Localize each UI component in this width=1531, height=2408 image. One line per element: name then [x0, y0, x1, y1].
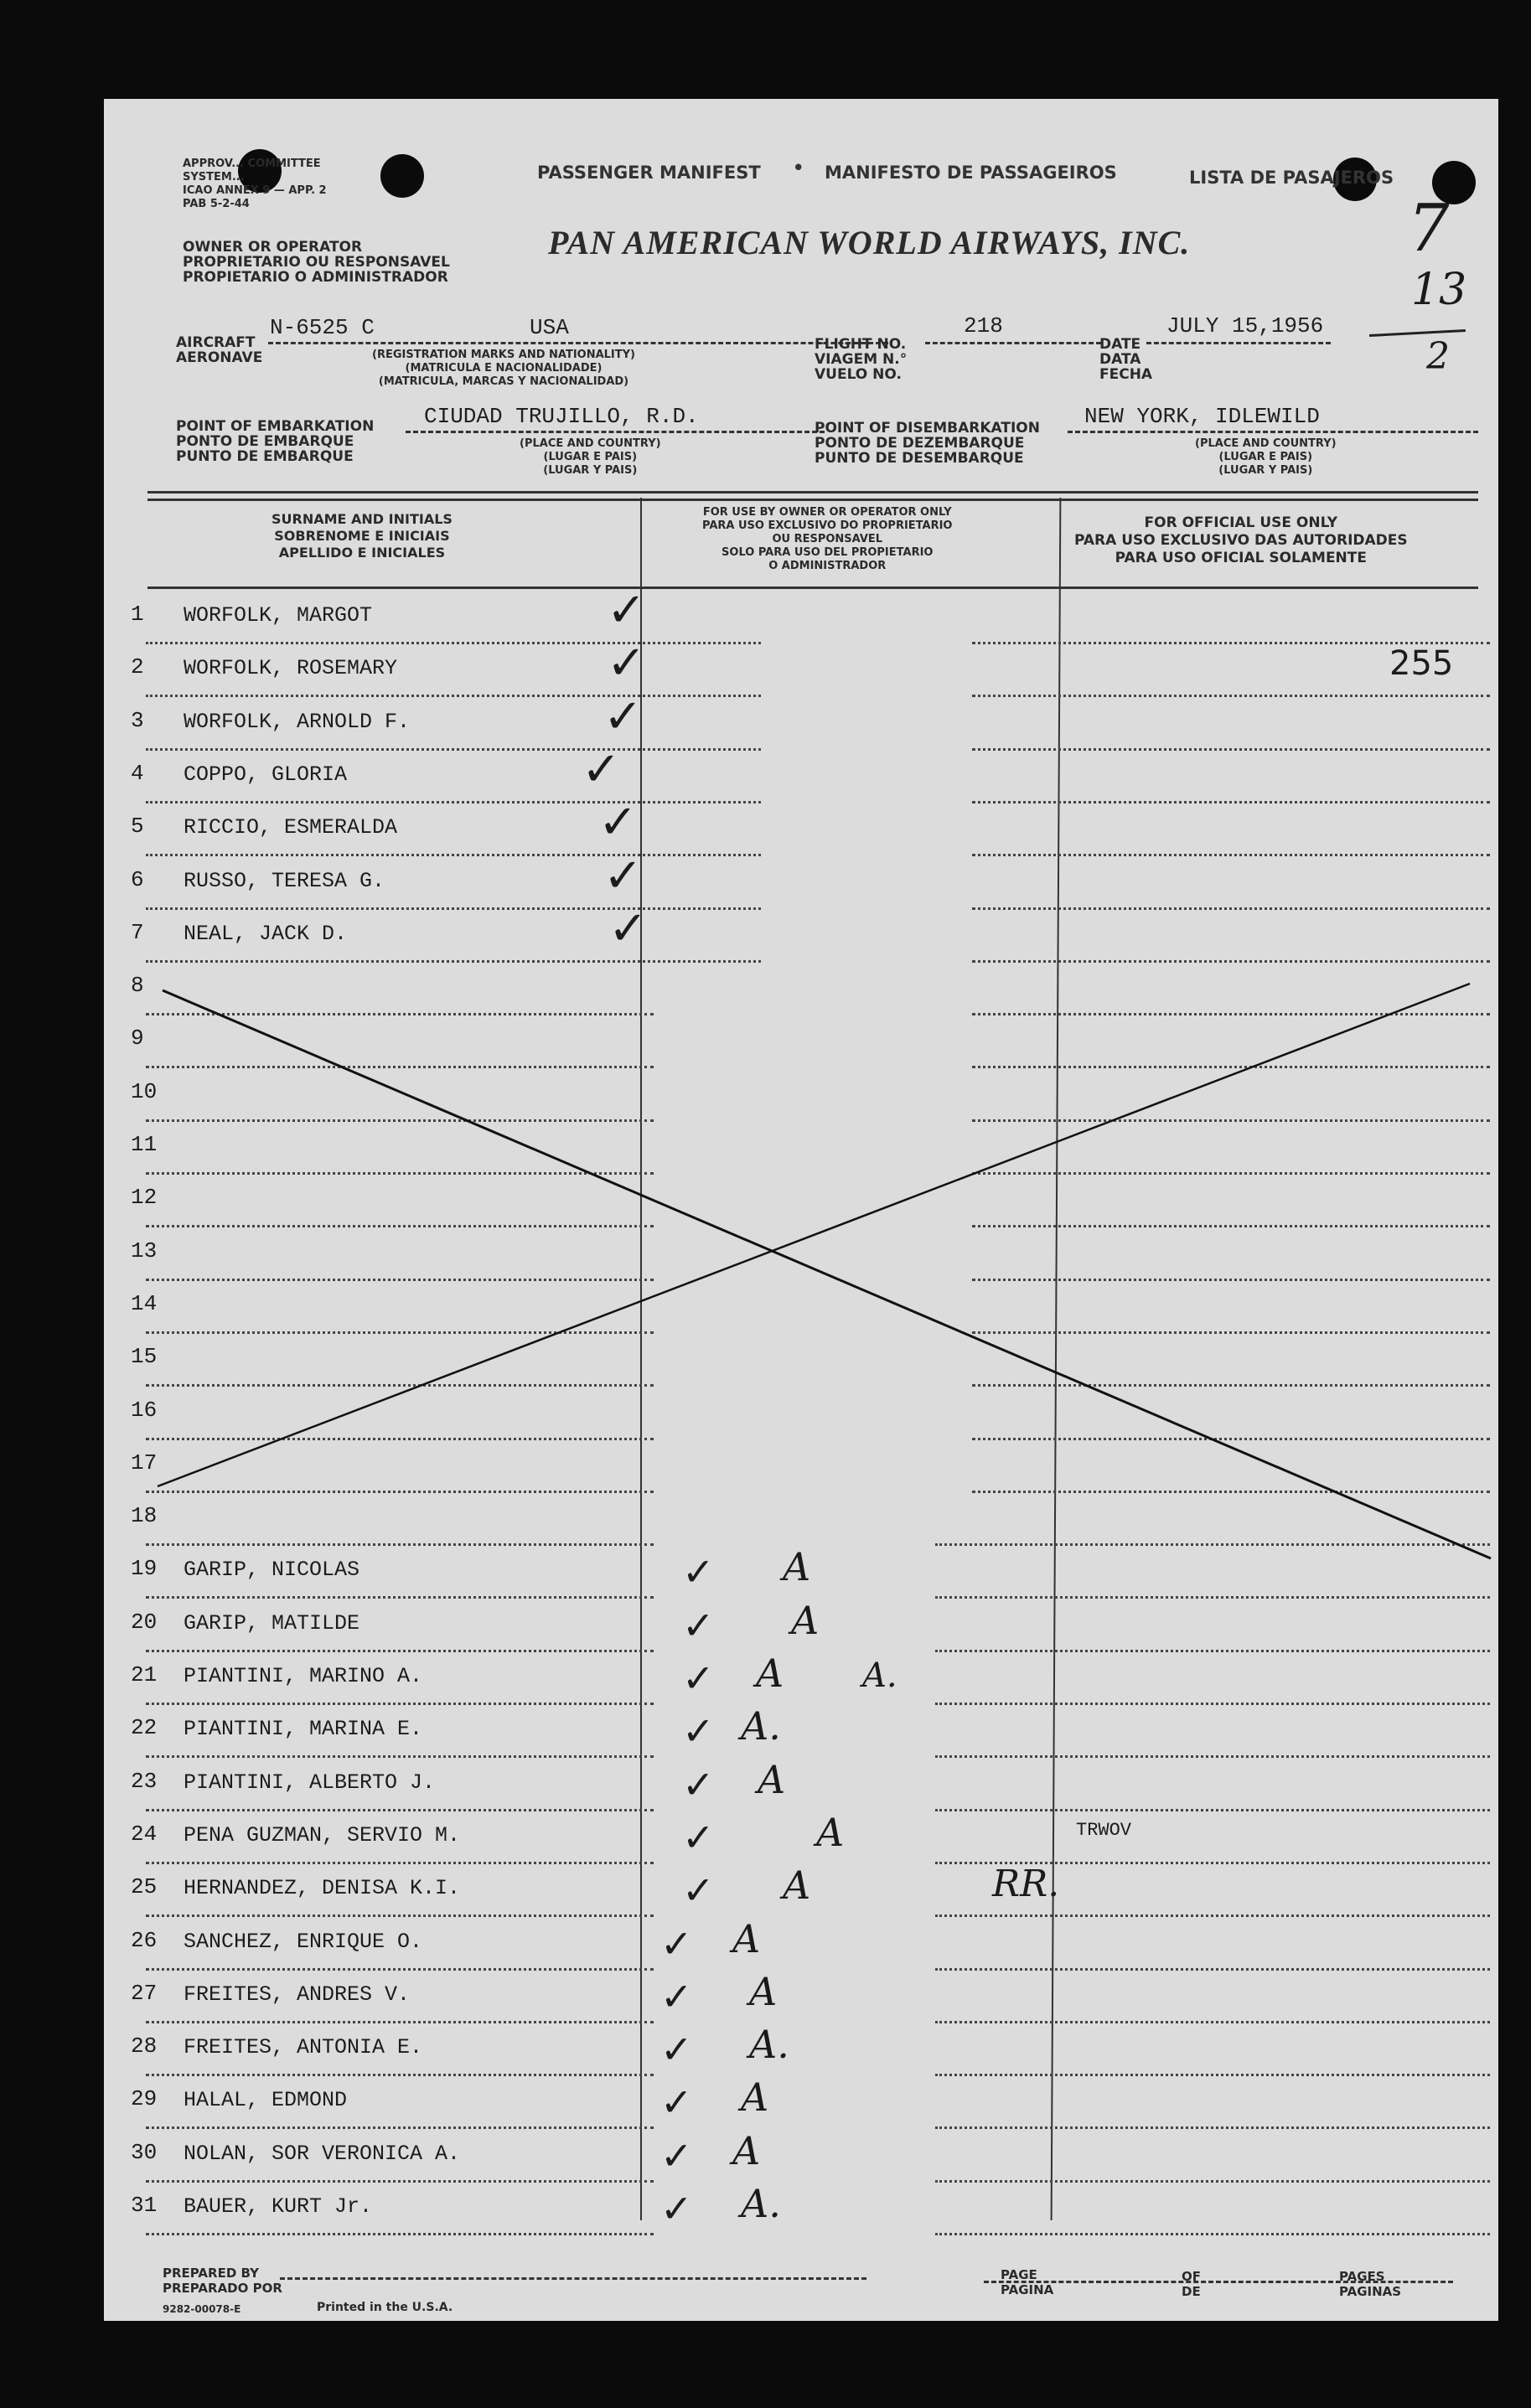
passenger-name: FREITES, ANTONIA E. — [184, 2035, 423, 2060]
prepared-labels: PREPARED BY PREPARADO POR — [163, 2266, 282, 2296]
crossout-lines — [104, 99, 1498, 2321]
check-mark: ✓ — [682, 1814, 715, 1860]
passenger-name: HERNANDEZ, DENISA K.I. — [184, 1876, 461, 1901]
passenger-name: GARIP, MATILDE — [184, 1610, 360, 1635]
manifest-page — [104, 99, 1498, 2321]
disembarkation-point: NEW YORK, IDLEWILD — [1084, 404, 1320, 429]
handwritten-mark: A — [758, 1756, 786, 1802]
airline-name: PAN AMERICAN WORLD AIRWAYS, INC. — [548, 224, 1191, 261]
row-number: 4 — [131, 760, 144, 786]
row-number: 17 — [131, 1449, 158, 1475]
flight-date: JULY 15,1956 — [1166, 313, 1324, 338]
passenger-name: NEAL, JACK D. — [184, 921, 348, 946]
embarkation-point: CIUDAD TRUJILLO, R.D. — [424, 404, 699, 429]
handwritten-mark: A. — [741, 1703, 781, 1749]
passenger-name: PIANTINI, MARINO A. — [184, 1664, 423, 1688]
row-number: 11 — [131, 1132, 158, 1157]
row-number: 30 — [131, 2139, 158, 2165]
check-mark: ✓ — [660, 2132, 693, 2178]
page-rule — [984, 2281, 1453, 2283]
row-number: 20 — [131, 1609, 158, 1635]
check-mark: ✓ — [608, 901, 648, 956]
passenger-name: WORFOLK, MARGOT — [184, 603, 373, 628]
row-number: 19 — [131, 1556, 158, 1582]
official-use-entry: 255 — [1389, 644, 1454, 684]
flight-labels: FLIGHT NO. VIAGEM N.° VUELO NO. — [815, 336, 908, 383]
aircraft-registration: N-6525 C — [270, 315, 375, 340]
handwritten-mark: A — [741, 2075, 769, 2121]
embarkation-labels: POINT OF EMBARKATION PONTO DE EMBARQUE PUNTO DE EMBARQUE — [176, 418, 375, 465]
passenger-name: PENA GUZMAN, SERVIO M. — [184, 1822, 461, 1847]
check-mark: ✓ — [682, 1549, 715, 1595]
passenger-name: WORFOLK, ROSEMARY — [184, 656, 398, 681]
check-mark: ✓ — [682, 1708, 715, 1754]
owner-labels: OWNER OR OPERATOR PROPRIETARIO OU RESPONSAVEL PROPIETARIO O ADMINISTRADOR — [183, 239, 450, 286]
official-use-entry: RR. — [992, 1863, 1060, 1906]
form-number: 9282-00078-E — [163, 2303, 241, 2315]
crossout-line-up — [158, 984, 1470, 1486]
check-mark: ✓ — [660, 1920, 693, 1966]
aircraft-nationality: USA — [530, 315, 569, 340]
check-mark: ✓ — [682, 1602, 715, 1648]
passenger-name: RICCIO, ESMERALDA — [184, 815, 398, 840]
corner-note-bottom: 2 — [1426, 335, 1450, 378]
row-number: 26 — [131, 1927, 158, 1953]
handwritten-mark: A — [732, 1915, 761, 1961]
corner-note-top: 7 — [1408, 191, 1450, 266]
row-number: 18 — [131, 1503, 158, 1529]
passenger-name: FREITES, ANDRES V. — [184, 1982, 411, 2007]
check-mark: ✓ — [682, 1656, 715, 1701]
approval-block: APPROV... COMMITTEE SYSTEM... ICAO ANNEX 9 — APP. 2 PAB 5-2-44 — [183, 158, 327, 210]
passenger-name: GARIP, NICOLAS — [184, 1558, 360, 1583]
pages-labels: PAGES PAGINAS — [1339, 2269, 1402, 2299]
check-mark: ✓ — [603, 848, 643, 903]
surname-column-header: SURNAME AND INITIALS SOBRENOME E INICIAIS APELLIDO E INICIALES — [272, 511, 453, 561]
row-number: 21 — [131, 1662, 158, 1687]
disembarkation-sub-labels: (PLACE AND COUNTRY) (LUGAR E PAIS) (LUGAR Y PAIS) — [1195, 437, 1337, 477]
embarkation-sub-labels: (PLACE AND COUNTRY) (LUGAR E PAIS) (LUGAR Y PAIS) — [520, 437, 661, 477]
prepared-rule — [280, 2277, 866, 2280]
row-number: 15 — [131, 1344, 158, 1370]
passenger-name: PIANTINI, MARINA E. — [184, 1717, 423, 1742]
handwritten-mark: A — [749, 1968, 778, 2014]
check-mark: ✓ — [682, 1868, 715, 1914]
passenger-name: WORFOLK, ARNOLD F. — [184, 709, 411, 734]
crossout-line-down — [163, 990, 1491, 1558]
row-number: 3 — [131, 707, 144, 733]
handwritten-mark: A. — [741, 2181, 781, 2226]
disembarkation-labels: POINT OF DISEMBARKATION PONTO DE DEZEMBARQUE PUNTO DE DESEMBARQUE — [815, 420, 1040, 467]
handwritten-extra-mark: A. — [862, 1656, 897, 1695]
row-number: 23 — [131, 1768, 158, 1794]
row-number: 29 — [131, 2086, 158, 2112]
handwritten-mark: A — [783, 1863, 811, 1909]
row-number: 14 — [131, 1290, 158, 1316]
title-bullet: • — [793, 158, 804, 178]
row-number: 9 — [131, 1026, 144, 1052]
check-mark: ✓ — [682, 1761, 715, 1807]
title-es: LISTA DE PASAJEROS — [1189, 168, 1394, 188]
official-use-entry: TRWOV — [1076, 1819, 1132, 1841]
official-use-column-header: FOR OFFICIAL USE ONLY PARA USO EXCLUSIVO DAS AUTORIDADES PARA USO OFICIAL SOLAMENTE — [1074, 514, 1408, 566]
check-mark: ✓ — [660, 2027, 693, 2073]
title-pt: MANIFESTO DE PASSAGEIROS — [825, 163, 1117, 183]
passenger-name: NOLAN, SOR VERONICA A. — [184, 2141, 461, 2166]
aircraft-labels: AIRCRAFT AERONAVE — [176, 334, 263, 366]
passenger-name: COPPO, GLORIA — [184, 762, 348, 787]
row-number: 5 — [131, 814, 144, 840]
title-en: PASSENGER MANIFEST — [537, 163, 761, 183]
row-number: 10 — [131, 1078, 158, 1104]
row-number: 22 — [131, 1715, 158, 1741]
row-number: 12 — [131, 1185, 158, 1211]
check-mark: ✓ — [660, 2080, 693, 2126]
handwritten-mark: A — [756, 1651, 784, 1696]
row-number: 2 — [131, 654, 144, 680]
row-number: 6 — [131, 866, 144, 892]
check-mark: ✓ — [660, 2186, 693, 2231]
handwritten-mark: A. — [749, 2022, 789, 2068]
row-number: 16 — [131, 1397, 158, 1423]
passenger-name: RUSSO, TERESA G. — [184, 868, 385, 893]
passenger-name: SANCHEZ, ENRIQUE O. — [184, 1929, 423, 1954]
passenger-name: HALAL, EDMOND — [184, 2088, 348, 2113]
aircraft-sub-labels: (REGISTRATION MARKS AND NATIONALITY) (MATRICULA E NACIONALIDADE) (MATRICULA, MARCAS Y NACIONALIDAD) — [372, 349, 635, 388]
row-number: 28 — [131, 2033, 158, 2059]
owner-use-column-header: FOR USE BY OWNER OR OPERATOR ONLY PARA USO EXCLUSIVO DO PROPRIETARIO OU RESPONSAVEL SOLO PARA USO DEL PROPIETARIO O ADMINISTRADOR — [702, 506, 953, 572]
row-number: 27 — [131, 1980, 158, 2006]
check-mark: ✓ — [607, 583, 646, 638]
check-mark: ✓ — [603, 689, 643, 744]
row-number: 8 — [131, 973, 144, 999]
passenger-name: PIANTINI, ALBERTO J. — [184, 1770, 436, 1795]
row-number: 25 — [131, 1874, 158, 1900]
row-number: 13 — [131, 1238, 158, 1263]
page-labels: PAGE PAGINA — [1001, 2267, 1054, 2297]
row-number: 24 — [131, 1821, 158, 1847]
handwritten-mark: A — [791, 1597, 820, 1643]
handwritten-mark: A — [783, 1544, 811, 1590]
flight-number: 218 — [964, 313, 1003, 338]
row-number: 1 — [131, 602, 144, 627]
handwritten-mark: A — [816, 1809, 845, 1855]
check-mark: ✓ — [582, 742, 621, 797]
check-mark: ✓ — [607, 636, 646, 691]
of-labels: OF DE — [1182, 2269, 1201, 2299]
corner-note-middle: 13 — [1411, 265, 1467, 315]
check-mark: ✓ — [598, 795, 638, 850]
row-number: 7 — [131, 919, 144, 945]
handwritten-mark: A — [732, 2127, 761, 2173]
date-labels: DATE DATA FECHA — [1099, 336, 1153, 383]
passenger-name: BAUER, KURT Jr. — [184, 2194, 373, 2219]
printed-note: Printed in the U.S.A. — [317, 2301, 453, 2314]
check-mark: ✓ — [660, 1973, 693, 2019]
row-number: 31 — [131, 2193, 158, 2218]
